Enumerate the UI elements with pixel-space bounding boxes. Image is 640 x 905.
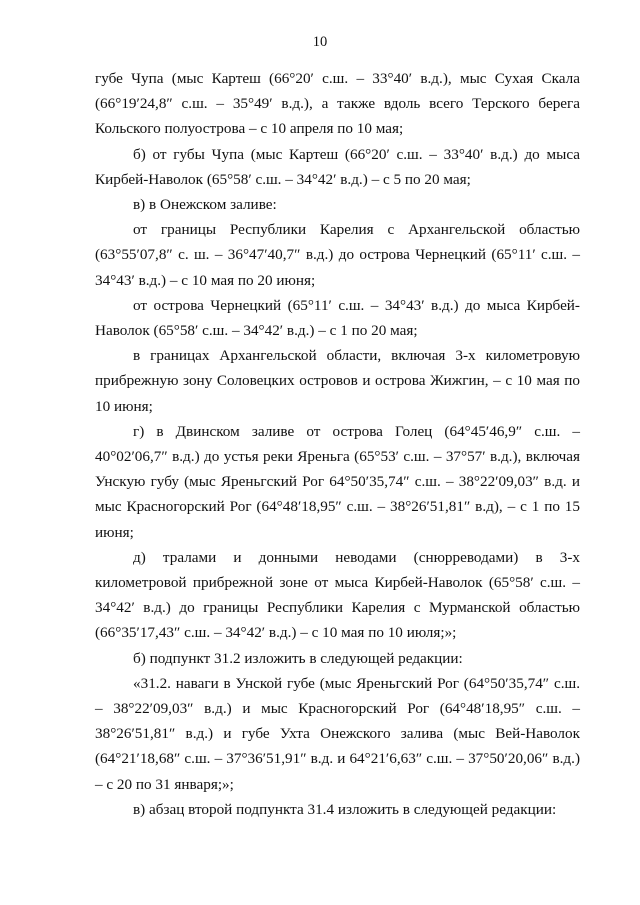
paragraph-8: д) тралами и донными неводами (снюрреводами) в 3-х километровой прибрежной зоне от мыса Кирбей-Наволок (65°58′ с.ш. – 34°42′ в.д.) до границы Республики Карелия с Мурманской областью (66°35′17,43″ с.ш. – 34°42′ в.д.) – с 10 мая по 10 июля;»;	[95, 548, 580, 642]
paragraph-6: в границах Архангельской области, включая 3-х километровую прибрежную зону Соловецких островов и острова Жижгин, – с 10 мая по 10 июня;	[95, 347, 580, 415]
paragraph-2: б) от губы Чупа (мыс Картеш (66°20′ с.ш. – 33°40′ в.д.) до мыса Кирбей-Наволок (65°58′ с.ш. – 34°42′ в.д.) – с 5 по 20 мая;	[95, 145, 580, 188]
paragraph-5: от острова Чернецкий (65°11′ с.ш. – 34°43′ в.д.) до мыса Кирбей-Наволок (65°58′ с.ш. – 34°42′ в.д.) – с 1 по 20 мая;	[95, 296, 580, 340]
paragraph-1: губе Чупа (мыс Картеш (66°20′ с.ш. – 33°40′ в.д.), мыс Сухая Скала (66°19′24,8″ с.ш. – 35°49′ в.д.), а также вдоль всего Терского берега Кольского полуострова – с 10 апреля по 10 мая;	[95, 70, 580, 138]
document-body	[95, 66, 580, 822]
paragraph-7: г) в Двинском заливе от острова Голец (64°45′46,9″ с.ш. – 40°02′06,7″ в.д.) до устья реки Яреньга (65°53′ с.ш. – 37°57′ в.д.), включая Унскую губу (мыс Яреньгский Рог 64°50′35,74″ с.ш. – 38°22′09,03″ в.д. и мыс Красногорский Рог (64°48′18,95″ с.ш. – 38°26′51,81″ в.д), – с 1 по 15 июня;	[95, 422, 580, 541]
paragraph-11: в) абзац второй подпункта 31.4 изложить в следующей редакции:	[133, 800, 557, 818]
paragraph-9: б) подпункт 31.2 изложить в следующей редакции:	[133, 649, 463, 667]
paragraph-4: от границы Республики Карелия с Архангельской областью (63°55′07,8″ с. ш. – 36°47′40,7″ в.д.) до острова Чернецкий (65°11′ с.ш. – 34°43′ в.д.) – с 10 мая по 20 июня;	[95, 221, 580, 289]
paragraph-3: в) в Онежском заливе:	[133, 196, 277, 214]
paragraph-10: «31.2. наваги в Унской губе (мыс Яреньгский Рог (64°50′35,74″ с.ш. – 38°22′09,03″ в.д.) и мыс Красногорский Рог (64°48′18,95″ с.ш. – 38°26′51,81″ в.д.) и губе Ухта Онежского залива (мыс Вей-Наволок (64°21′18,68″ с.ш. – 37°36′51,91″ в.д. и 64°21′6,63″ с.ш. – 37°50′20,06″ в.д.) – с 20 по 31 января;»;	[95, 674, 580, 793]
page-number: 10	[312, 34, 328, 50]
